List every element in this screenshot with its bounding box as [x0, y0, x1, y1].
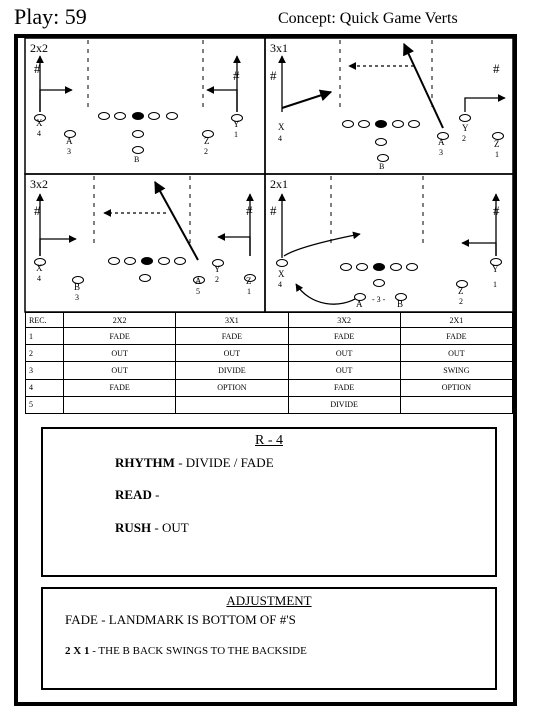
table-cell: FADE	[64, 328, 176, 345]
x-receiver: X	[36, 263, 43, 273]
table-cell: OUT	[64, 362, 176, 379]
hash-left: #	[34, 203, 41, 218]
b-number: 3	[75, 293, 79, 302]
table-cell	[64, 396, 176, 413]
rhythm-label: RHYTHM	[115, 455, 175, 470]
table-cell: DIVIDE	[176, 362, 288, 379]
rush-line	[115, 520, 189, 536]
z-receiver: Z	[204, 136, 210, 146]
table-cell	[176, 396, 288, 413]
y-number: 1	[493, 280, 497, 289]
reads-box	[41, 427, 497, 577]
table-cell: 3	[26, 362, 64, 379]
x-receiver: X	[36, 118, 43, 128]
table-row	[26, 396, 513, 413]
z-number: 1	[247, 287, 251, 296]
a-number: 5	[196, 287, 200, 296]
adjustment-line-2-value: - THE B BACK SWINGS TO THE BACKSIDE	[89, 645, 307, 657]
y-receiver: Y	[233, 119, 240, 129]
table-cell: OUT	[288, 362, 400, 379]
concept-title: Concept: Quick Game Verts	[278, 10, 458, 27]
x-number: 4	[37, 129, 41, 138]
a-receiver: A	[66, 136, 73, 146]
y-receiver: Y	[214, 264, 221, 274]
z-number: 2	[204, 147, 208, 156]
adjustment-title: ADJUSTMENT	[226, 593, 312, 608]
table-cell	[400, 396, 512, 413]
table-cell: OUT	[288, 345, 400, 362]
z-number: 1	[495, 150, 499, 159]
table-row	[26, 379, 513, 396]
hash-right: #	[246, 203, 253, 218]
panel-frame	[265, 38, 513, 174]
a-number: 3	[439, 148, 443, 157]
formation-label: 2x2	[30, 41, 48, 55]
table-header: 3X1	[176, 313, 288, 328]
table-cell: OPTION	[176, 379, 288, 396]
x-receiver: X	[278, 122, 285, 132]
y-number: 2	[215, 275, 219, 284]
table-cell: 5	[26, 396, 64, 413]
hash-right: #	[233, 68, 240, 83]
hash-left: #	[270, 68, 277, 83]
table-cell: 1	[26, 328, 64, 345]
table-cell: OUT	[64, 345, 176, 362]
b-back: B	[379, 162, 385, 171]
hash-right: #	[493, 203, 500, 218]
adjustment-line-1: FADE - LANDMARK IS BOTTOM OF #'S	[65, 612, 296, 627]
read-value: -	[151, 487, 160, 502]
read-line	[115, 487, 159, 503]
x-number: 4	[278, 134, 282, 143]
players	[35, 113, 504, 301]
routes-2x2	[40, 56, 237, 112]
table-cell: OPTION	[400, 379, 512, 396]
route-table	[25, 312, 513, 414]
z-number: 2	[459, 297, 463, 306]
routes-3x1	[282, 44, 505, 128]
rush-label: RUSH	[115, 520, 152, 535]
a-number: 3	[67, 147, 71, 156]
table-row	[26, 345, 513, 362]
b-back: B	[134, 155, 140, 164]
table-cell: SWING	[400, 362, 512, 379]
back-number: - 3 -	[372, 295, 386, 304]
table-cell: DIVIDE	[288, 396, 400, 413]
play-title: Play: 59	[14, 4, 87, 29]
read-label: READ	[115, 487, 152, 502]
a-receiver: A	[438, 137, 445, 147]
table-header: REC.	[26, 313, 64, 328]
z-receiver: Z	[494, 139, 500, 149]
b-back: B	[397, 299, 404, 309]
table-header-row	[26, 313, 513, 328]
rhythm-line	[115, 455, 274, 471]
table-cell: FADE	[176, 328, 288, 345]
rhythm-value: - DIVIDE / FADE	[174, 455, 274, 470]
table-cell: OUT	[176, 345, 288, 362]
x-receiver: X	[278, 269, 285, 279]
routes-3x2	[40, 182, 250, 260]
y-number: 1	[234, 130, 238, 139]
formation-label: 3x2	[30, 177, 48, 191]
b-back: B	[74, 282, 81, 292]
z-receiver: Z	[246, 276, 252, 286]
table-header: 3X2	[288, 313, 400, 328]
table-cell: FADE	[288, 379, 400, 396]
table-cell: 4	[26, 379, 64, 396]
a-back: A	[356, 299, 363, 309]
formation-label: 2x1	[270, 177, 288, 191]
table-cell: FADE	[64, 379, 176, 396]
table-header: 2X1	[400, 313, 512, 328]
formation-label: 3x1	[270, 41, 288, 55]
adjustment-line-2-label: 2 X 1	[65, 645, 90, 657]
adjustment-line-2	[65, 645, 307, 657]
reads-title: R - 4	[255, 433, 283, 448]
panel-frame	[25, 174, 265, 312]
table-cell: FADE	[288, 328, 400, 345]
table-row	[26, 328, 513, 345]
adjustment-box	[41, 587, 497, 690]
x-number: 4	[37, 274, 41, 283]
a-receiver: A	[195, 276, 202, 286]
hash-right: #	[493, 61, 500, 76]
y-receiver: Y	[462, 123, 469, 133]
table-cell: FADE	[400, 328, 512, 345]
table-header: 2X2	[64, 313, 176, 328]
table-cell: 2	[26, 345, 64, 362]
y-number: 2	[462, 134, 466, 143]
hash-left: #	[270, 203, 277, 218]
table-row	[26, 362, 513, 379]
y-receiver: Y	[492, 264, 499, 274]
table-cell: OUT	[400, 345, 512, 362]
x-number: 4	[278, 280, 282, 289]
rush-value: - OUT	[151, 520, 189, 535]
hash-left: #	[34, 61, 41, 76]
panel-frame	[25, 38, 265, 174]
z-receiver: Z	[458, 286, 464, 296]
